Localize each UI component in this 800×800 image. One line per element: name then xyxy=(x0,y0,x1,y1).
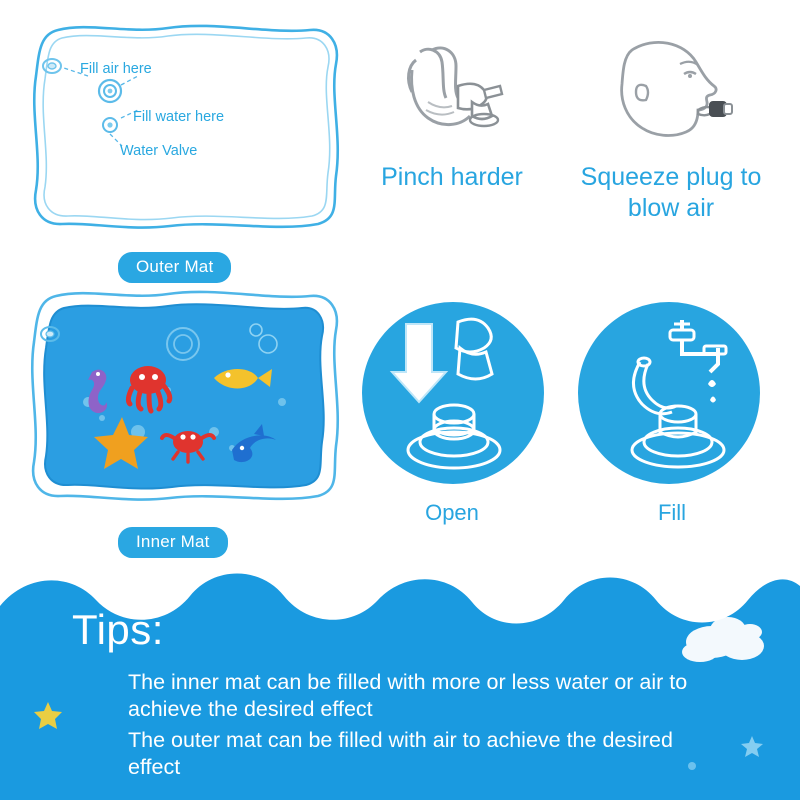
caption-squeeze-plug: Squeeze plug to blow air xyxy=(580,163,762,222)
label-outer-mat: Outer Mat xyxy=(118,252,231,283)
tips-banner xyxy=(0,560,800,800)
step-fill-circle xyxy=(578,302,760,484)
tip-line-inner-mat: The inner mat can be filled with more or less water or air to achieve the desired effect xyxy=(128,670,688,721)
callout-fill-air-here: Fill air here xyxy=(80,61,152,77)
inner-mat-illustration xyxy=(18,282,358,517)
outer-mat-illustration xyxy=(18,18,358,248)
caption-fill: Fill xyxy=(657,500,687,525)
caption-pinch-harder: Pinch harder xyxy=(381,163,523,191)
inner-mat-svg xyxy=(18,282,358,517)
caption-open: Open xyxy=(425,500,479,525)
tip-line-outer-mat: The outer mat can be filled with air to achieve the desired effect xyxy=(128,728,673,779)
step-open-circle xyxy=(362,302,544,484)
faucet-filling-valve-icon xyxy=(578,302,760,484)
callout-water-valve: Water Valve xyxy=(120,143,198,159)
hand-pinching-valve-icon xyxy=(398,40,528,152)
open-valve-cap-icon xyxy=(362,302,544,484)
tips-title: Tips: xyxy=(72,606,164,653)
outer-mat-svg xyxy=(18,18,358,248)
face-blowing-into-plug-icon xyxy=(598,36,738,152)
callout-fill-water-here: Fill water here xyxy=(133,109,225,125)
label-inner-mat: Inner Mat xyxy=(118,527,228,558)
